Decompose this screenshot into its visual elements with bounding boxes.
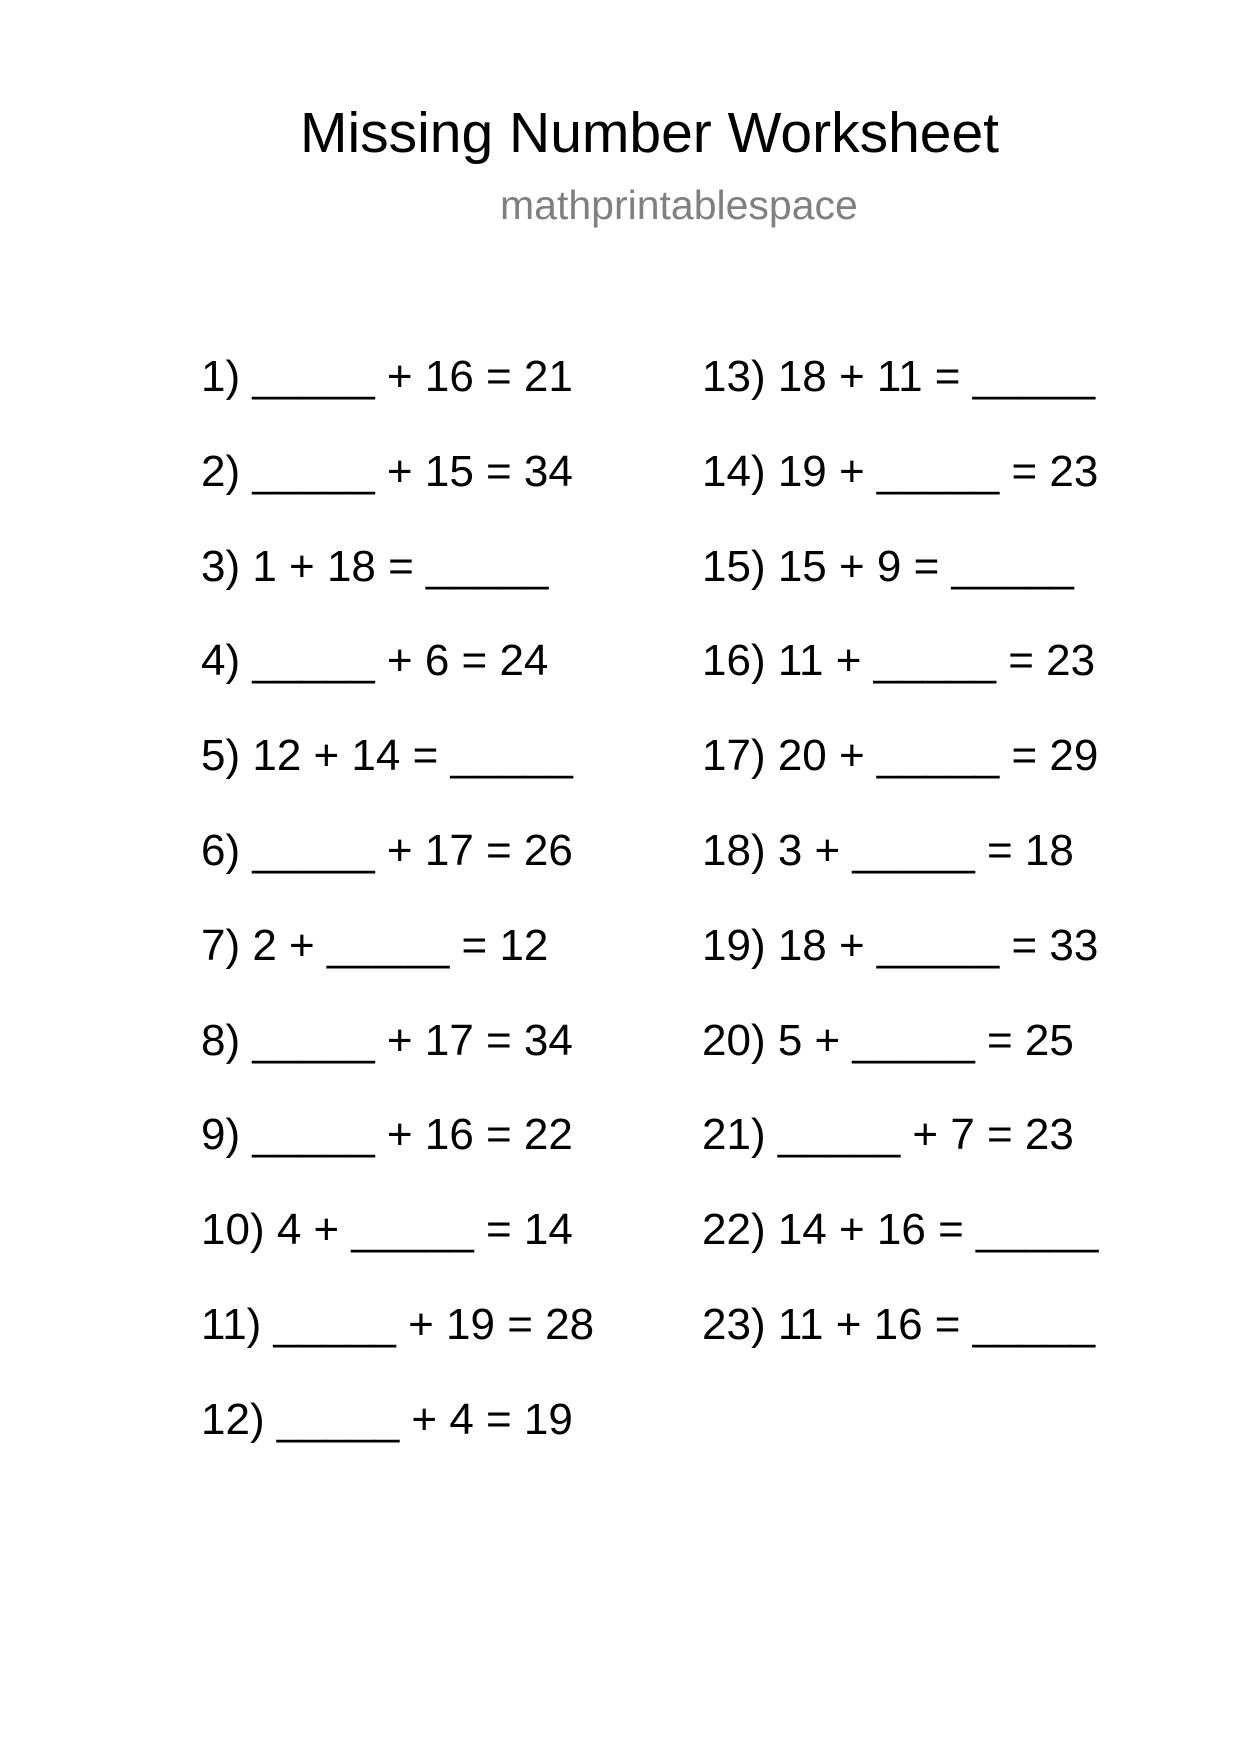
problems-left-column <box>201 348 594 1486</box>
problem-item: 11) _____ + 19 = 28 <box>201 1299 595 1349</box>
problem-item: 15) 15 + 9 = _____ <box>702 541 1074 591</box>
problem-item: 14) 19 + _____ = 23 <box>702 446 1099 496</box>
problem-item: 7) 2 + _____ = 12 <box>201 920 549 970</box>
problem-item: 1) _____ + 16 = 21 <box>201 352 573 401</box>
problem-item: 9) _____ + 16 = 22 <box>201 1110 573 1160</box>
problem-item: 18) 3 + _____ = 18 <box>702 825 1074 875</box>
problem-item: 16) 11 + _____ = 23 <box>702 636 1096 686</box>
problem-item: 2) _____ + 15 = 34 <box>201 446 573 496</box>
problem-item: 22) 14 + 16 = _____ <box>702 1205 1099 1255</box>
problem-item: 17) 20 + _____ = 29 <box>702 731 1099 781</box>
problem-item: 12) _____ + 4 = 19 <box>201 1394 573 1444</box>
problem-item: 19) 18 + _____ = 33 <box>702 920 1099 970</box>
problem-item: 6) _____ + 17 = 26 <box>201 825 573 875</box>
problem-item: 23) 11 + 16 = _____ <box>702 1299 1096 1349</box>
problem-item: 13) 18 + 11 = _____ <box>702 352 1096 401</box>
page-subtitle: mathprintablespace <box>500 182 858 228</box>
problem-item: 21) _____ + 7 = 23 <box>702 1110 1074 1160</box>
problem-item: 3) 1 + 18 = _____ <box>201 541 549 591</box>
problem-item: 10) 4 + _____ = 14 <box>201 1205 573 1255</box>
problem-item: 4) _____ + 6 = 24 <box>201 636 549 686</box>
problem-item: 20) 5 + _____ = 25 <box>702 1015 1074 1065</box>
problem-item: 5) 12 + 14 = _____ <box>201 731 573 781</box>
page-title: Missing Number Worksheet <box>300 101 1000 165</box>
problems-right-column <box>702 348 1098 1391</box>
problem-item: 8) _____ + 17 = 34 <box>201 1015 573 1065</box>
